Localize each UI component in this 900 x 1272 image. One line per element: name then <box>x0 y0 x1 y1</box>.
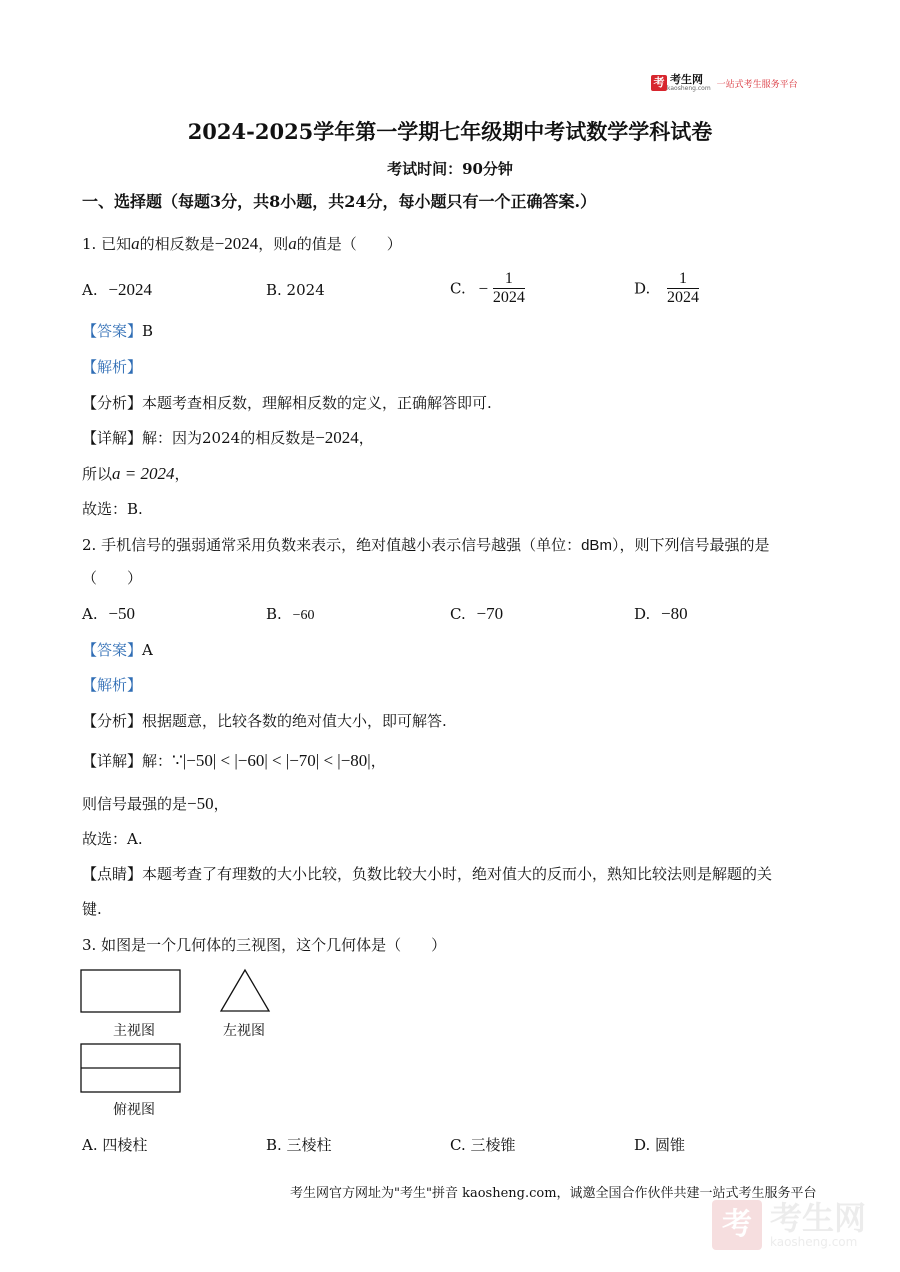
q2-analysis-tag: 【解析】 <box>82 676 143 694</box>
q1-option-a-value: −2024 <box>108 280 152 299</box>
q2-option-b-label: B. <box>266 605 282 623</box>
q2-guxuan: 故选：A. <box>82 830 143 848</box>
q1-suoyi-text: 所以 <box>82 465 113 483</box>
page-subtitle: 考试时间：90分钟 <box>387 160 513 178</box>
q2-dianjing-tag: 【点睛】 <box>82 865 143 883</box>
watermark-url: kaosheng.com <box>770 1235 858 1249</box>
q1-option-d <box>634 270 699 307</box>
q1-option-a-label: A. <box>82 281 98 299</box>
q2-stem <box>82 535 769 556</box>
logo-url: kaosheng.com <box>667 85 711 92</box>
q3-option-d: D. 圆锥 <box>634 1136 686 1154</box>
q2-ze-end: ， <box>213 795 229 813</box>
q1-option-c-label: C. <box>450 279 466 298</box>
q2-option-a <box>82 604 135 624</box>
q2-xiangjie-tag: 【详解】 <box>82 752 143 770</box>
q2-stem-text-1: 2. 手机信号的强弱通常采用负数来表示，绝对值越小表示信号越强（单位： <box>82 536 582 554</box>
q1-suoyi-end: ， <box>174 465 190 483</box>
q1-xiangjie <box>82 428 374 448</box>
q1-stem-text-2: 的相反数是 <box>139 235 215 253</box>
q3-option-c: C. 三棱锥 <box>450 1136 516 1154</box>
q1-option-c-numerator: 1 <box>504 270 513 287</box>
front-view-label: 主视图 <box>113 1023 155 1039</box>
q1-stem-text-1: 1. 已知 <box>82 235 132 253</box>
q1-option-c <box>450 270 525 307</box>
watermark-logo <box>712 1200 866 1250</box>
q1-xiangjie-text: 解：因为2024的相反数是 <box>142 429 316 447</box>
q2-option-d <box>634 604 688 624</box>
q2-dianjing-cont: 键. <box>82 900 102 918</box>
q2-ze-value: −50 <box>187 794 214 813</box>
q2-answer-tag: 【答案】 <box>82 641 143 659</box>
logo-slogan: 一站式考生服务平台 <box>716 79 798 90</box>
logo-mark-icon: 考 <box>651 75 667 91</box>
q2-ze-text: 则信号最强的是 <box>82 795 188 813</box>
q3-stem: 3. 如图是一个几何体的三视图，这个几何体是（ ） <box>82 936 447 954</box>
watermark-mark-icon: 考 <box>712 1200 762 1250</box>
q1-xiangjie-value: −2024 <box>315 428 359 447</box>
front-view-rectangle <box>81 970 180 1012</box>
q1-option-d-label: D. <box>634 279 651 298</box>
q1-guxuan: 故选：B. <box>82 500 143 518</box>
top-view-label: 俯视图 <box>113 1102 155 1118</box>
q2-xiangjie-end: ， <box>370 752 386 770</box>
left-view-label: 左视图 <box>223 1023 265 1039</box>
q1-answer-tag: 【答案】 <box>82 322 143 340</box>
q2-option-a-label: A. <box>82 605 98 623</box>
q1-xiangjie-tag: 【详解】 <box>82 429 143 447</box>
q3-option-a: A. 四棱柱 <box>82 1136 148 1154</box>
q2-dianjing <box>82 864 772 884</box>
q1-var-a2: a <box>288 234 297 253</box>
q2-ze <box>82 794 229 814</box>
q2-stem-cont: （ ） <box>82 569 143 587</box>
q2-option-c-label: C. <box>450 605 466 623</box>
left-view-triangle <box>221 970 269 1011</box>
q2-option-a-value: −50 <box>108 604 135 623</box>
q2-option-b <box>266 604 314 626</box>
q2-fenxi-text: 根据题意，比较各数的绝对值大小，即可解答. <box>142 712 447 730</box>
q1-option-d-denominator: 2024 <box>667 289 700 306</box>
q2-option-c-value: −70 <box>476 604 504 623</box>
page-title: 2024-2025学年第一学期七年级期中考试数学学科试卷 <box>187 119 713 144</box>
q2-fenxi-tag: 【分析】 <box>82 712 143 730</box>
q2-unit: dBm <box>581 537 612 554</box>
q1-fenxi-tag: 【分析】 <box>82 394 143 412</box>
watermark-text <box>770 1201 866 1249</box>
q2-xiangjie-text: 解： <box>142 752 173 770</box>
q2-option-d-label: D. <box>634 605 651 623</box>
q1-xiangjie-end: ， <box>358 429 374 447</box>
q1-value: −2024 <box>214 234 259 253</box>
q1-suoyi <box>82 464 190 484</box>
logo-text <box>667 74 711 92</box>
q1-fenxi <box>82 393 492 413</box>
q1-answer-value: B <box>142 322 154 340</box>
q1-option-d-numerator: 1 <box>679 270 688 287</box>
q2-option-d-value: −80 <box>661 604 688 623</box>
q1-option-a <box>82 280 152 300</box>
q2-option-c <box>450 604 503 624</box>
q1-stem-text-4: 的值是（ ） <box>296 235 402 253</box>
logo-name: 考生网 <box>670 73 703 86</box>
q1-stem-text-3: ，则 <box>258 235 289 253</box>
q1-stem <box>82 234 402 254</box>
q2-stem-text-2: ），则下列信号最强的是 <box>611 536 770 554</box>
q1-option-c-denominator: 2024 <box>492 289 525 306</box>
q2-xiangjie <box>82 751 386 771</box>
q2-answer <box>82 640 153 660</box>
q2-dianjing-text: 本题考查了有理数的大小比较，负数比较大小时，绝对值大的反而小，熟知比较法则是解题的关 <box>142 865 773 883</box>
q3-option-b: B. 三棱柱 <box>266 1136 332 1154</box>
q2-fenxi <box>82 711 447 731</box>
q1-option-d-fraction <box>667 270 699 307</box>
q2-xiangjie-math: ∵|−50| < |−60| < |−70| < |−80| <box>172 751 371 770</box>
watermark-name: 考生网 <box>770 1199 867 1237</box>
section-heading: 一、选择题（每题3分，共8小题，共24分，每小题只有一个正确答案.） <box>82 192 597 211</box>
q2-option-b-value: −60 <box>292 608 315 623</box>
q1-answer <box>82 321 153 341</box>
q2-answer-value: A <box>142 641 153 659</box>
footer-note: 考生网官方网址为"考生"拼音 kaosheng.com，诚邀全国合作伙伴共建一站式考生服务平台 <box>290 1186 817 1201</box>
q1-option-c-sign: − <box>478 278 489 298</box>
header-logo <box>651 74 798 92</box>
q1-analysis-tag: 【解析】 <box>82 358 143 376</box>
q1-var-a: a <box>131 234 140 253</box>
q1-option-b: B. 2024 <box>266 281 325 299</box>
q1-fenxi-text: 本题考查相反数，理解相反数的定义，正确解答即可. <box>142 394 492 412</box>
q1-suoyi-math: a = 2024 <box>112 464 175 483</box>
q1-option-c-fraction <box>493 270 525 307</box>
